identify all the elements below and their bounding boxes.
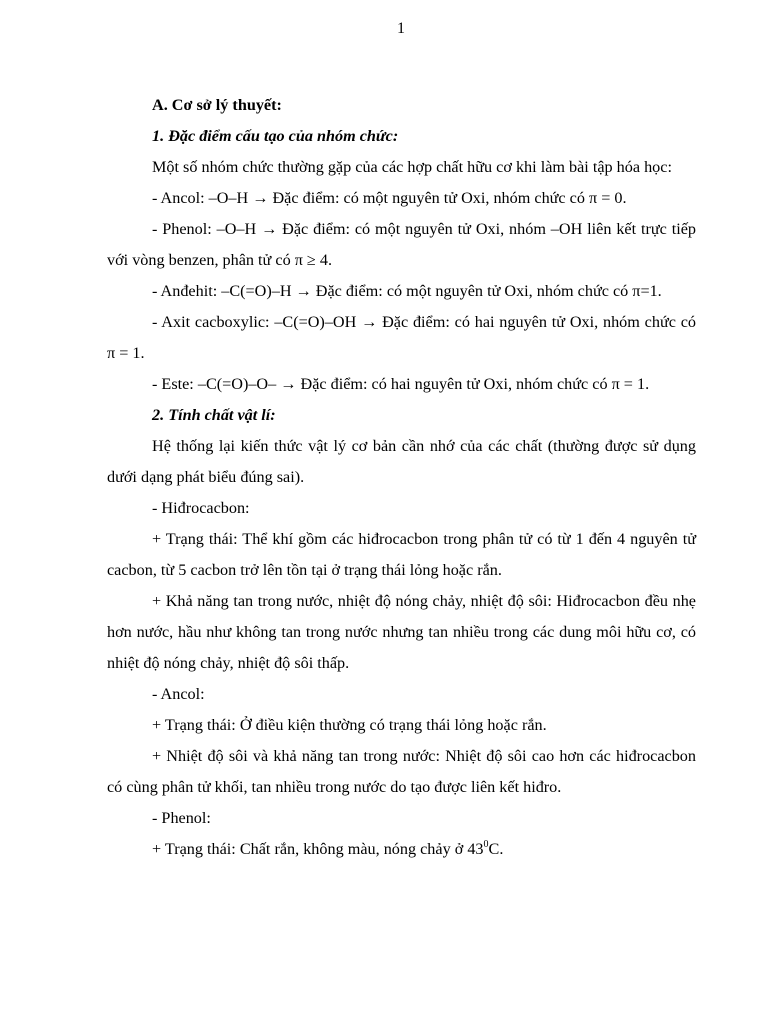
document-body <box>107 90 696 865</box>
paragraph: Một số nhóm chức thường gặp của các hợp chất hữu cơ khi làm bài tập hóa học: <box>152 158 672 176</box>
paragraph: - Phenol: –O–H → Đặc điểm: có một nguyên tử Oxi, nhóm –OH liên kết trực tiếp với vòng benzen, phân tử có π ≥ 4. <box>107 220 696 269</box>
paragraph: + Nhiệt độ sôi và khả năng tan trong nước: Nhiệt độ sôi cao hơn các hiđrocacbon có cùng phân tử khối, tan nhiều trong nước do tạo được liên kết hiđro. <box>107 747 696 796</box>
paragraph: + Trạng thái: Thể khí gồm các hiđrocacbon trong phân tử có từ 1 đến 4 nguyên tử cacbon, từ 5 cacbon trở lên tồn tại ở trạng thái lỏng hoặc rắn. <box>107 530 696 579</box>
subsection-heading: 1. Đặc điểm cấu tạo của nhóm chức: <box>152 127 399 145</box>
text-segment: + Trạng thái: Chất rắn, không màu, nóng chảy ở 43 <box>152 840 484 858</box>
page-number: 1 <box>397 20 405 37</box>
subsection-heading: 2. Tính chất vật lí: <box>152 406 276 424</box>
section-heading: A. Cơ sở lý thuyết: <box>152 96 282 114</box>
superscript: 0 <box>483 839 489 850</box>
paragraph: - Este: –C(=O)–O– → Đặc điểm: có hai nguyên tử Oxi, nhóm chức có π = 1. <box>152 375 650 393</box>
paragraph-melting-point <box>107 834 696 865</box>
paragraph: - Axit cacboxylic: –C(=O)–OH → Đặc điểm: có hai nguyên tử Oxi, nhóm chức có π = 1. <box>107 313 696 362</box>
paragraph: - Ancol: –O–H → Đặc điểm: có một nguyên tử Oxi, nhóm chức có π = 0. <box>152 189 627 207</box>
paragraph: - Phenol: <box>152 809 211 827</box>
paragraph: - Ancol: <box>152 685 205 703</box>
paragraph: + Trạng thái: Ở điều kiện thường có trạng thái lỏng hoặc rắn. <box>152 716 547 734</box>
paragraph: Hệ thống lại kiến thức vật lý cơ bản cần nhớ của các chất (thường được sử dụng dưới dạng phát biểu đúng sai). <box>107 437 696 486</box>
paragraph: - Hiđrocacbon: <box>152 499 250 517</box>
paragraph: - Anđehit: –C(=O)–H → Đặc điểm: có một nguyên tử Oxi, nhóm chức có π=1. <box>152 282 662 300</box>
text-segment: C. <box>488 840 504 858</box>
paragraph: + Khả năng tan trong nước, nhiệt độ nóng chảy, nhiệt độ sôi: Hiđrocacbon đều nhẹ hơn nước, hầu như không tan trong nước nhưng tan nhiều trong các dung môi hữu cơ, có nhiệt độ nóng chảy, nhiệt độ sôi thấp. <box>107 592 696 672</box>
